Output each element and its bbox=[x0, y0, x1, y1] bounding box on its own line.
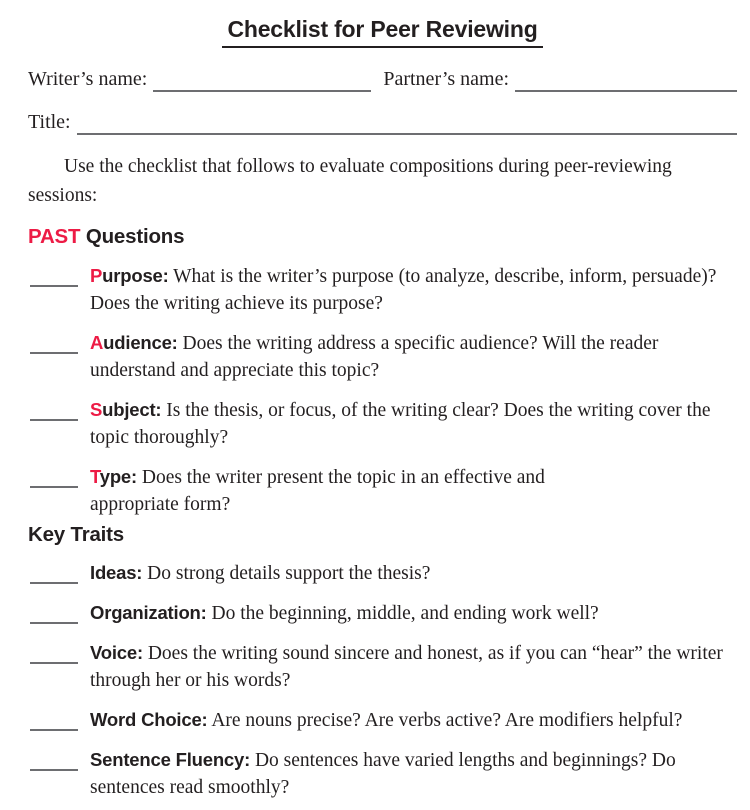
item-text-sentence-fluency bbox=[90, 746, 737, 801]
item-label-accent: S bbox=[90, 399, 103, 420]
item-description: Do sentences have varied lengths and beginnings? Do sentences read smoothly? bbox=[90, 750, 676, 798]
item-text-word-choice bbox=[90, 706, 737, 734]
item-label-rest: udience: bbox=[103, 332, 178, 353]
page-title bbox=[28, 14, 737, 48]
item-text-voice bbox=[90, 639, 737, 694]
composition-title-input[interactable] bbox=[77, 111, 737, 135]
page-title-text: Checklist for Peer Reviewing bbox=[222, 14, 542, 48]
check-blank-sentence-fluency[interactable] bbox=[30, 746, 78, 771]
heading-accent-text: PAST bbox=[28, 225, 81, 248]
item-label-ideas bbox=[90, 562, 142, 583]
checklist-item-sentence-fluency bbox=[30, 746, 737, 801]
item-description: Is the thesis, or focus, of the writing clear? Does the writing cover the topic thoroughly? bbox=[90, 400, 711, 448]
partner-name-label: Partner’s name: bbox=[383, 68, 510, 90]
item-text-subject bbox=[90, 396, 737, 451]
checklist-item-audience bbox=[30, 329, 737, 384]
check-blank-purpose[interactable] bbox=[30, 262, 78, 287]
writer-name-input[interactable] bbox=[153, 68, 371, 92]
item-label-voice bbox=[90, 642, 143, 663]
checklist-item-subject bbox=[30, 396, 737, 451]
item-label-sentence-fluency bbox=[90, 749, 250, 770]
item-text-organization bbox=[90, 599, 737, 627]
item-text-type bbox=[90, 463, 590, 518]
item-label-rest: Word Choice: bbox=[90, 709, 208, 730]
item-description: Does the writing address a specific audience? Will the reader understand and appreciate this topic? bbox=[90, 333, 659, 381]
item-label-word-choice bbox=[90, 709, 208, 730]
past-questions-items bbox=[28, 262, 737, 518]
item-label-accent: P bbox=[90, 265, 103, 286]
item-label-rest: Organization: bbox=[90, 602, 207, 623]
item-label-rest: Sentence Fluency: bbox=[90, 749, 251, 770]
key-traits-items bbox=[28, 559, 737, 801]
intro-paragraph: Use the checklist that follows to evaluate compositions during peer-reviewing sessions: bbox=[28, 156, 672, 206]
checklist-item-word-choice bbox=[30, 706, 737, 734]
item-description: What is the writer’s purpose (to analyze, describe, inform, persuade)? Does the writing achieve its purpose? bbox=[90, 266, 717, 314]
heading-rest-text: Key Traits bbox=[28, 523, 124, 546]
item-description: Are nouns precise? Are verbs active? Are modifiers helpful? bbox=[211, 710, 683, 731]
checklist-item-purpose bbox=[30, 262, 737, 317]
writer-name-label: Writer’s name: bbox=[28, 68, 148, 90]
checklist-item-ideas bbox=[30, 559, 737, 587]
item-label-subject bbox=[90, 399, 161, 420]
item-label-rest: ubject: bbox=[102, 399, 162, 420]
check-blank-subject[interactable] bbox=[30, 396, 78, 421]
check-blank-ideas[interactable] bbox=[30, 559, 78, 584]
item-label-rest: ype: bbox=[99, 466, 137, 487]
checklist-item-organization bbox=[30, 599, 737, 627]
check-blank-audience[interactable] bbox=[30, 329, 78, 354]
heading-rest-text: Questions bbox=[80, 225, 185, 248]
item-label-rest: Ideas: bbox=[90, 562, 143, 583]
item-label-organization bbox=[90, 602, 207, 623]
item-label-accent: A bbox=[90, 332, 104, 353]
item-description: Does the writer present the topic in an effective and appropriate form? bbox=[90, 467, 545, 515]
partner-name-input[interactable] bbox=[515, 68, 737, 92]
item-description: Does the writing sound sincere and honest, as if you can “hear” the writer through her or his words? bbox=[90, 643, 723, 691]
composition-title-label: Title: bbox=[28, 111, 71, 133]
composition-title-row bbox=[28, 109, 737, 135]
item-description: Do strong details support the thesis? bbox=[147, 563, 431, 584]
item-label-rest: urpose: bbox=[102, 265, 169, 286]
checklist-item-voice bbox=[30, 639, 737, 694]
item-label-type bbox=[90, 466, 137, 487]
check-blank-type[interactable] bbox=[30, 463, 78, 488]
check-blank-voice[interactable] bbox=[30, 639, 78, 664]
section-heading-past-questions bbox=[28, 224, 737, 250]
item-text-purpose bbox=[90, 262, 737, 317]
item-label-accent: T bbox=[90, 466, 100, 487]
item-label-rest: Voice: bbox=[90, 642, 143, 663]
item-description: Do the beginning, middle, and ending work well? bbox=[211, 603, 599, 624]
section-heading-key-traits bbox=[28, 522, 737, 548]
item-text-audience bbox=[90, 329, 737, 384]
item-label-audience bbox=[90, 332, 178, 353]
check-blank-organization[interactable] bbox=[30, 599, 78, 624]
check-blank-word-choice[interactable] bbox=[30, 706, 78, 731]
item-label-purpose bbox=[90, 265, 169, 286]
checklist-item-type bbox=[30, 463, 737, 518]
names-row bbox=[28, 66, 737, 92]
item-text-ideas bbox=[90, 559, 737, 587]
